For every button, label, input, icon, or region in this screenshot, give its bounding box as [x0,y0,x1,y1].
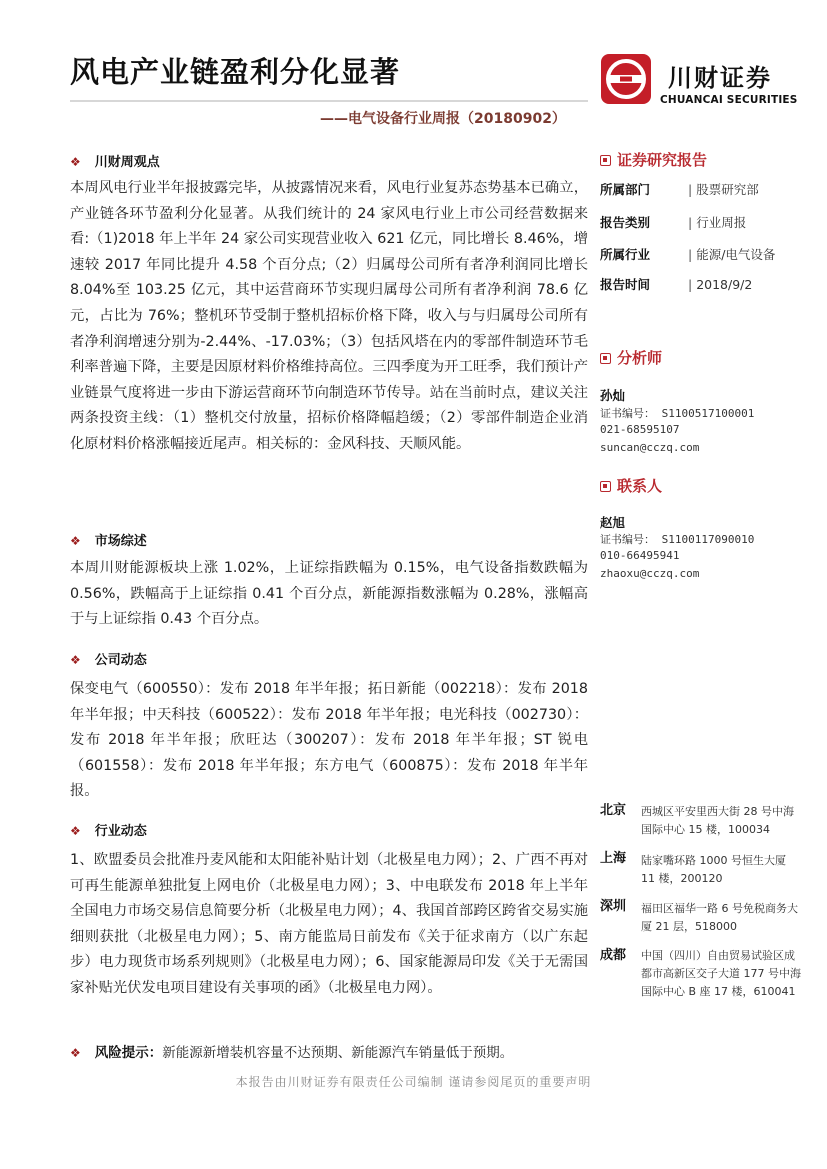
diamond-bullet-icon: ❖ [70,653,81,667]
office-address-shenzhen: 福田区福华一路 6 号免税商务大厦 21 层，518000 [641,902,798,933]
sidebar-heading-analyst: 分析师 [600,347,662,368]
footer-disclaimer: 本报告由川财证券有限责任公司编制 谨请参阅尾页的重要声明 [235,1075,592,1089]
sidebar-heading-report: 证券研究报告 [600,149,707,170]
section-heading-view: ❖ 川财周观点 [70,155,160,170]
square-bullet-icon [600,481,611,492]
risk-text: 新能源新增装机容量不达预期、新能源汽车销量低于预期。 [162,1045,514,1061]
industry-paragraph: 1、欧盟委员会批准丹麦风能和太阳能补贴计划（北极星电力网）；2、广西不再对可再生能源单独批复上网电价（北极星电力网）；3、中电联发布 2018 年上半年全国电力市场交易信息简要分析（北极星电力网）；4、我国首部跨区跨省交易实施细则获批（北极星电力网）；5、南方能监局日前发布《关于征求南方（以广东起步）电力现货市场系列规则》（北极星电力网）；6、国家能源局印发《关于无需国家补贴光伏发电项目建设有关事项的函》（北极星电力网）。 [70,852,588,996]
diamond-bullet-icon: ❖ [70,824,81,838]
risk-label: 风险提示： [94,1045,163,1061]
office-city-shanghai: 上海 [600,851,627,866]
logo-name-en: CHUANCAI SECURITIES [660,94,798,106]
meta-row-industry: 所属行业| 能源/电气设备 [600,245,775,263]
meta-row-department: 所属部门| 股票研究部 [600,180,759,198]
square-bullet-icon [600,353,611,364]
square-bullet-icon [600,155,611,166]
contact-name: 赵旭 [600,515,626,530]
logo-name-cn: 川财证券 [668,64,772,92]
meta-row-report-type: 报告类别| 行业周报 [600,213,746,231]
contact-cert: 证书编号： S1100117090010 [600,533,755,546]
market-paragraph: 本周川财能源板块上涨 1.02%，上证综指跌幅为 0.15%，电气设备指数跌幅为 0.56%，跌幅高于上证综指 0.41 个百分点，新能源指数涨幅为 0.28%，涨幅高于与上证综指 0.43 个百分点。 [70,560,588,628]
office-city-chengdu: 成都 [600,948,627,963]
risk-warning [70,1041,513,1061]
office-address-beijing: 西城区平安里西大街 28 号中海国际中心 15 楼，100034 [641,805,794,836]
office-city-shenzhen: 深圳 [600,899,627,914]
office-city-beijing: 北京 [600,803,627,818]
contact-phone: 010-66495941 [600,549,680,562]
diamond-bullet-icon: ❖ [70,534,81,548]
contact-email[interactable]: zhaoxu@cczq.com [600,567,700,580]
analyst-cert: 证书编号： S1100517100001 [600,407,755,420]
view-paragraph: 本周风电行业半年报披露完毕，从披露情况来看，风电行业复苏态势基本已确立，产业链各环节盈利分化显著。从我们统计的 24 家风电行业上市公司经营数据来看:（1)2018 年上半年 24 家公司实现营业收入 621 亿元，同比增长 8.46%，增速较 2017 年同比提升 4.58 个百分点;（2）归属母公司所有者净利润同比增长 8.04%至 103.25 亿元，其中运营商环节实现归属母公司所有者净利润 78.6 亿元，占比为 76%；整机环节受制于整机招标价格下降，收入与与归属母公司所有者净利润增速分别为-2.44%、-17.03%；（3）包括风塔在内的零部件制造环节毛利率普遍下降，主要是因原材料价格维持高位。三四季度为开工旺季，我们预计产业链景气度将进一步由下游运营商环节向制造环节传导。站在当前时点，建议关注两条投资主线：（1）整机交付放量，招标价格降幅趋缓；（2）零部件制造企业消化原材料价格涨幅接近尾声。相关标的：金风科技、天顺风能。 [70,180,588,452]
analyst-name: 孙灿 [600,388,626,403]
section-heading-company: ❖ 公司动态 [70,653,147,668]
report-title: 风电产业链盈利分化显著 [70,55,401,89]
analyst-email[interactable]: suncan@cczq.com [600,441,700,454]
report-subtitle: ——电气设备行业周报（20180902） [320,111,566,127]
company-paragraph: 保变电气（600550）：发布 2018 年半年报；拓日新能（002218）：发布 2018 年半年报；中天科技（600522）：发布 2018 年半年报；电光科技（002730）：发布 2018 年半年报；欣旺达（300207）：发布 2018 年半年报；ST 锐电（601558）：发布 2018 年半年报；东方电气（600875）：发布 2018 年半年报。 [70,681,588,800]
section-heading-industry: ❖ 行业动态 [70,824,147,839]
chuancai-logo-icon [600,53,652,105]
office-address-chengdu: 中国（四川）自由贸易试验区成都市高新区交子大道 177 号中海国际中心 B 座 17 楼，610041 [641,949,801,998]
meta-row-date: 报告时间| 2018/9/2 [600,275,752,293]
analyst-phone: 021-68595107 [600,423,680,436]
diamond-bullet-icon: ❖ [70,155,81,169]
diamond-bullet-icon: ❖ [70,1046,81,1060]
title-divider [70,100,588,102]
section-heading-market: ❖ 市场综述 [70,534,147,549]
sidebar-heading-contact: 联系人 [600,475,662,496]
office-address-shanghai: 陆家嘴环路 1000 号恒生大厦 11 楼，200120 [641,854,786,885]
